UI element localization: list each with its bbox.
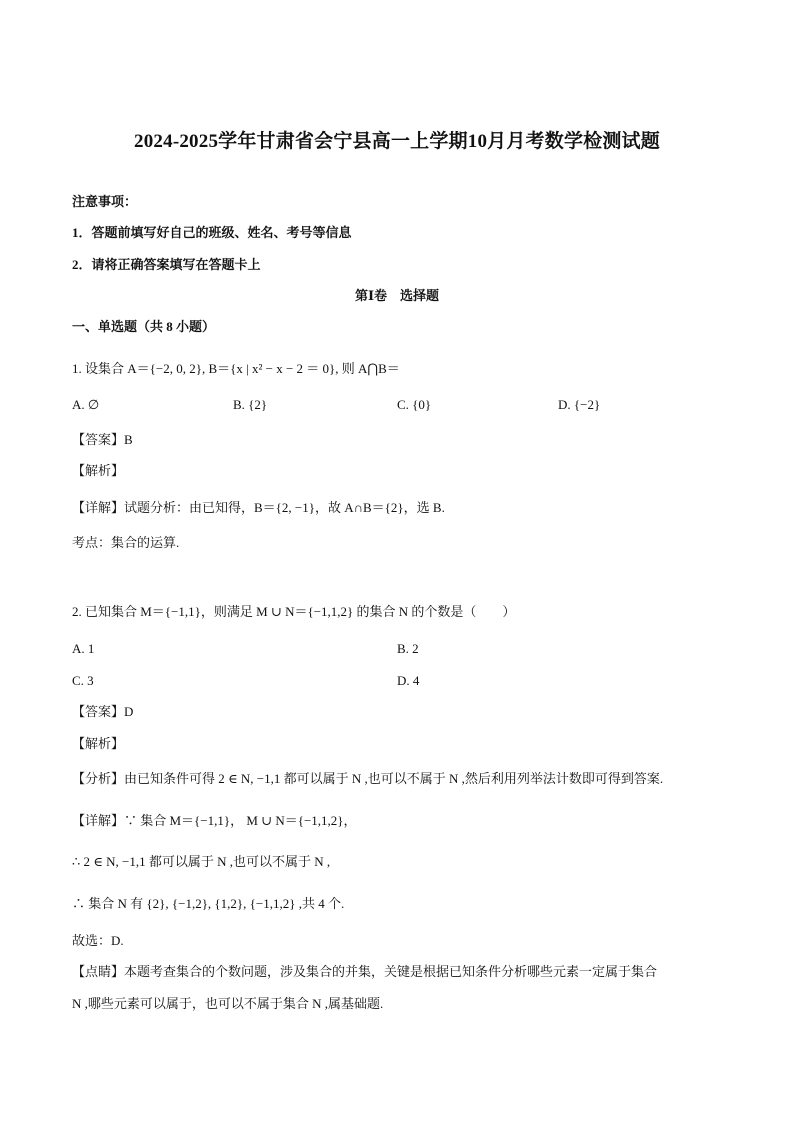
- q1-option-a: A. ∅: [72, 397, 100, 412]
- q2-detail: 【详解】∵ 集合 M＝{−1,1}， M ∪ N＝{−1,1,2}，: [72, 813, 357, 828]
- q2-comment-line-1: 【点睛】本题考查集合的个数问题，涉及集合的并集，关键是根据已知条件分析哪些元素一定属于集合: [72, 964, 658, 979]
- q2-stem: 2. 已知集合 M＝{−1,1}，则满足 M ∪ N＝{−1,1,2} 的集合 N 的个数是（ ）: [72, 604, 516, 619]
- volume-title: 第Ⅰ卷 选择题: [354, 288, 440, 303]
- q2-fenxi: 【分析】由已知条件可得 2 ∈ N, −1,1 都可以属于 N ,也可以不属于 N ,然后利用列举法计数即可得到答案.: [72, 771, 664, 786]
- q2-option-c: C. 3: [72, 673, 94, 688]
- q2-option-a: A. 1: [72, 641, 95, 656]
- q2-comment-line-2: N ,哪些元素可以属于，也可以不属于集合 N ,属基础题.: [72, 996, 384, 1011]
- q2-step-2: ∴ 集合 N 有 {2}, {−1,2}, {1,2}, {−1,1,2} ,共 4 个.: [72, 896, 345, 911]
- notice-item-1: 1．答题前填写好自己的班级、姓名、考号等信息: [72, 225, 352, 240]
- q2-step-1: ∴ 2 ∈ N, −1,1 都可以属于 N ,也可以不属于 N ,: [72, 854, 331, 869]
- q1-stem: 1. 设集合 A＝{−2, 0, 2}, B＝{x | x² − x − 2 ＝ 0}, 则 A⋂B＝: [72, 361, 400, 376]
- q2-answer: 【答案】D: [72, 704, 134, 719]
- q1-option-c: C. {0}: [397, 397, 432, 412]
- q2-option-b: B. 2: [397, 641, 419, 656]
- section-title: 一、单选题（共 8 小题）: [72, 319, 216, 334]
- q1-option-b: B. {2}: [233, 397, 268, 412]
- q1-detail: 【详解】试题分析：由已知得，B＝{2, −1}，故 A∩B＝{2}，选 B.: [72, 500, 445, 515]
- document-title: 2024-2025学年甘肃省会宁县高一上学期10月月考数学检测试题: [134, 131, 660, 152]
- q1-point: 考点：集合的运算.: [72, 535, 180, 550]
- notice-item-2: 2．请将正确答案填写在答题卡上: [72, 257, 261, 272]
- notice-heading: 注意事项：: [72, 194, 138, 209]
- q2-analysis: 【解析】: [72, 736, 125, 751]
- q2-option-d: D. 4: [397, 673, 420, 688]
- q2-choice: 故选：D.: [72, 933, 124, 948]
- q1-answer: 【答案】B: [72, 432, 133, 447]
- q1-analysis: 【解析】: [72, 463, 125, 478]
- q1-option-d: D. {−2}: [558, 397, 601, 412]
